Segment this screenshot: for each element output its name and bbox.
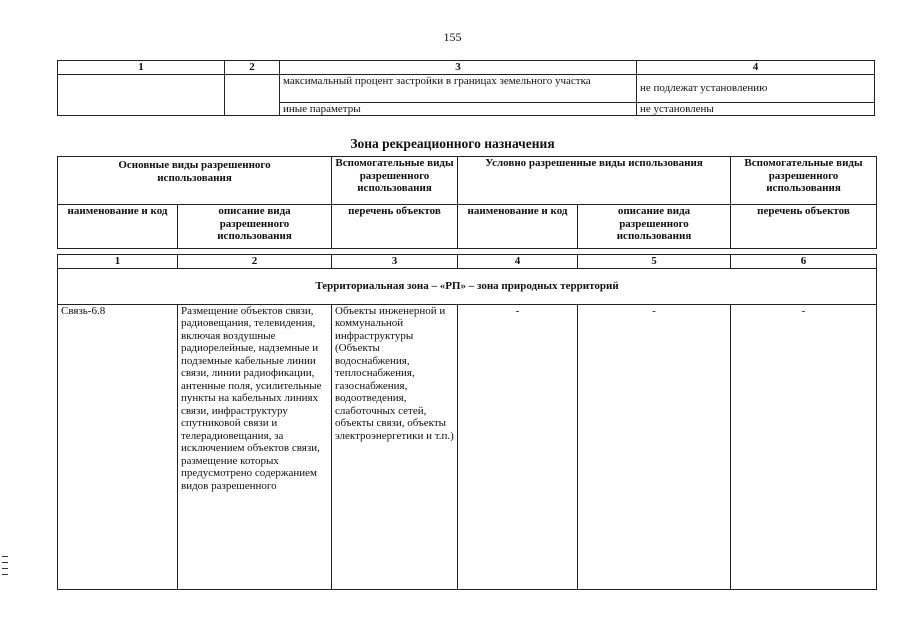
top-col-4: 4 xyxy=(637,61,875,75)
top-table xyxy=(57,60,875,116)
subheader-name-code: наименование и код xyxy=(458,205,578,249)
subheader-description: описание вида разрешенного использования xyxy=(578,205,731,249)
top-empty-cell-2 xyxy=(225,74,280,116)
margin-mark-line xyxy=(2,562,8,563)
margin-mark-line xyxy=(2,568,8,569)
header-aux-uses-2: Вспомогательные виды разрешенного использования xyxy=(731,157,877,205)
conditional-objects-list: - xyxy=(731,304,877,589)
top-col-2: 2 xyxy=(225,61,280,75)
header-conditional-uses: Условно разрешенные виды использования xyxy=(458,157,731,205)
section-title: Зона рекреационного назначения xyxy=(350,136,555,151)
col-number-2: 2 xyxy=(178,255,332,269)
top-row-value: не установлены xyxy=(637,102,875,116)
col-number-4: 4 xyxy=(458,255,578,269)
conditional-name-code: - xyxy=(458,304,578,589)
main-table xyxy=(57,156,877,590)
header-aux-uses-1: Вспомогательные виды разрешенного использования xyxy=(332,157,458,205)
subheader-description: описание вида разрешенного использования xyxy=(178,205,332,249)
top-row-param: иные параметры xyxy=(280,102,637,116)
col-number-1: 1 xyxy=(58,255,178,269)
use-name-code: Связь-6.8 xyxy=(58,304,178,589)
margin-mark-line xyxy=(2,556,8,557)
top-row-value: не подлежат установлению xyxy=(637,74,875,102)
subheader-objects-list: перечень объектов xyxy=(332,205,458,249)
use-description: Размещение объектов связи, радиовещания, телевидения, включая воздушные радиорелейные, надземные и подземные кабельные линии связи, линии радиофикации, антенные поля, усилительные пункты на кабельных линиях связи, инфраструктуру спутниковой связи и телерадиовещания, за исключением объектов связи, размещение которых предусмотрено содержанием видов разрешенного xyxy=(178,304,332,589)
col-number-3: 3 xyxy=(332,255,458,269)
col-number-6: 6 xyxy=(731,255,877,269)
conditional-description: - xyxy=(578,304,731,589)
margin-mark-line xyxy=(2,574,8,575)
top-empty-cell-1 xyxy=(58,74,225,116)
top-row-param: максимальный процент застройки в границах земельного участка xyxy=(280,74,637,102)
page-number: 155 xyxy=(443,30,462,44)
header-main-uses: Основные виды разрешенного использования xyxy=(58,157,332,205)
subheader-name-code: наименование и код xyxy=(58,205,178,249)
subheader-objects-list: перечень объектов xyxy=(731,205,877,249)
zone-title: Территориальная зона – «РП» – зона природных территорий xyxy=(58,268,877,304)
col-number-5: 5 xyxy=(578,255,731,269)
top-col-1: 1 xyxy=(58,61,225,75)
top-col-3: 3 xyxy=(280,61,637,75)
objects-list: Объекты инженерной и коммунальной инфраструктуры (Объекты водоснабжения, теплоснабжения, газоснабжения, водоотведения, слаботочных сетей, объекты связи, объекты электроэнергетики и т.п.) xyxy=(332,304,458,589)
margin-marks xyxy=(2,556,8,582)
